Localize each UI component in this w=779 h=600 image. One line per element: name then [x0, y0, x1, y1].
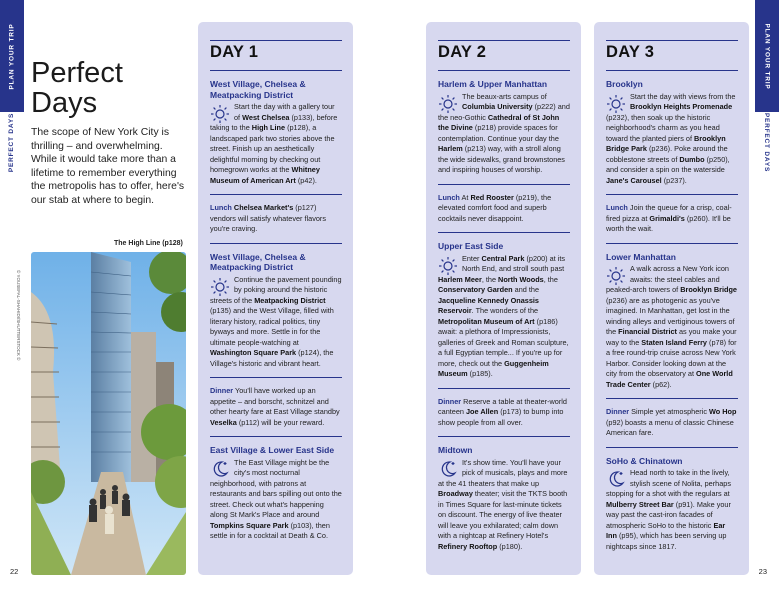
- place-name: Mulberry Street Bar: [606, 499, 674, 509]
- body-text: Start the day with a gallery tour of: [234, 102, 335, 122]
- intro-paragraph: The scope of New York City is thrilling – and overwhelming. While it would take more than a lifetime to remember everything the metropolis has to offer, here's our stab at where to begin.: [31, 127, 185, 206]
- day-title-rule: [438, 70, 570, 71]
- day-top-rule: [210, 40, 342, 41]
- meal-label: Lunch: [606, 203, 628, 212]
- sun-icon: [438, 93, 458, 113]
- body-text: (p219), the elevated comfort food and superb cocktails never disappoint.: [438, 192, 552, 223]
- place-name: Jacqueline Kennedy Onassis Reservoir: [438, 295, 539, 315]
- section-heading: SoHo & Chinatown: [606, 455, 683, 466]
- moon-icon: [438, 459, 458, 479]
- body-text: (p236) are as photogenic as you've imagined. In Manhattan, get lost in the winding alleys and vertiginous towers of the: [606, 295, 735, 336]
- body-text: Continue the pavement pounding by poking around the historic streets of the: [210, 274, 342, 305]
- place-name: Meatpacking District: [254, 295, 326, 305]
- body-text: Simple yet atmospheric: [631, 407, 710, 416]
- body-text: Enter: [462, 253, 482, 263]
- body-text: Start the day with views from the: [630, 91, 736, 101]
- left-tab-label-top: PLAN YOUR TRIP: [8, 23, 16, 89]
- page-number-left: 22: [10, 567, 19, 576]
- place-name: Harlem Meer: [438, 274, 482, 284]
- place-name: West Chelsea: [242, 112, 290, 122]
- meal-paragraph: [606, 407, 738, 439]
- day-top-rule: [606, 40, 738, 41]
- day-card-2: [426, 22, 581, 575]
- place-name: Cathedral of St John the Divine: [438, 112, 560, 132]
- body-text: (p250), and consider a spin on the waterside: [606, 154, 730, 174]
- day-card-3: [594, 22, 749, 575]
- section-divider: [606, 194, 738, 195]
- body-text: You'll have worked up an appetite – and borscht, schnitzel and other hearty fare at East Village standby: [210, 386, 340, 416]
- day-card-1: [198, 22, 353, 575]
- meal-paragraph: [606, 203, 738, 235]
- place-name: Staten Island Ferry: [641, 337, 707, 347]
- section-heading: East Village & Lower East Side: [210, 445, 335, 455]
- left-tab-label-bottom: PERFECT DAYS: [8, 112, 16, 172]
- body-text: (p218) provide spaces for contemplation. Continue your day the: [438, 123, 559, 143]
- day-title: DAY 2: [438, 43, 487, 61]
- photo-caption: The High Line (p128): [114, 240, 183, 247]
- place-name: Washington Square Park: [210, 348, 297, 357]
- place-name: Wo Hop: [709, 407, 737, 416]
- body-text: It's show time. You'll have your pick of musicals, plays and more at the 41 theaters that make up: [438, 457, 568, 488]
- place-name: Whitney Museum of American Art: [210, 165, 320, 185]
- section-divider: [210, 377, 342, 378]
- section-divider: [606, 243, 738, 244]
- page-title: Perfect Days: [31, 57, 123, 119]
- body-text: (p200) at its North End, and stroll south past: [462, 253, 566, 273]
- section-heading: Harlem & Upper Manhattan: [438, 79, 548, 89]
- body-text: Reserve a table at theater-world canteen: [438, 396, 567, 416]
- place-name: Red Rooster: [470, 192, 514, 202]
- place-name: Broadway: [438, 489, 473, 498]
- place-name: Central Park: [481, 253, 525, 263]
- right-tab-label-bottom: PERFECT DAYS: [763, 112, 771, 172]
- place-name: Grimaldi's: [649, 213, 685, 223]
- place-name: Metropolitan Museum of Art: [438, 316, 535, 326]
- meal-label: Dinner: [210, 386, 234, 395]
- section-divider: [210, 436, 342, 437]
- section-divider: [438, 388, 570, 389]
- section-heading: Upper East Side: [438, 241, 504, 251]
- body-text: (p222) and the neo-Gothic: [438, 102, 570, 122]
- section-divider: [210, 194, 342, 195]
- body-text: (p92) boasts a menu of classic Chinese American fare.: [606, 417, 734, 437]
- section-body: [606, 468, 738, 552]
- body-text: (p185).: [467, 369, 493, 378]
- page-number-right: 23: [758, 567, 767, 576]
- place-name: Joe Allen: [466, 407, 499, 416]
- place-name: Columbia University: [462, 102, 533, 111]
- place-name: Jane's Carousel: [606, 175, 662, 185]
- body-text: (p213) way, with a stroll along the wide sidewalks, grand brownstones and inspiring houses of worship.: [438, 144, 565, 174]
- section-divider: [606, 398, 738, 399]
- high-line-photo: [31, 252, 186, 575]
- left-tab-perfect-days: [0, 112, 24, 172]
- photo-credit: © YOUSEFAL-SHAHIDI/SHUTTERSTOCK ©: [16, 270, 21, 361]
- high-line-illustration: [31, 252, 186, 575]
- place-name: Chelsea Market's: [233, 203, 294, 212]
- place-name: Conservatory Garden: [438, 285, 513, 294]
- section-body: [210, 458, 342, 542]
- section-divider: [438, 232, 570, 233]
- section-body: [438, 254, 570, 380]
- section-body: [210, 275, 342, 370]
- place-name: Financial District: [618, 327, 677, 336]
- right-tab-perfect-days: [755, 112, 779, 172]
- body-text: . The wonders of the: [471, 306, 539, 315]
- body-text: (p236). Poke around the cobblestone streets of: [606, 144, 728, 164]
- day-title-rule: [606, 70, 738, 71]
- body-text: (p186) await: a plethora of Impressionists, galleries of Greek and Roman sculpture, a full Egyptian temple... If you're up for more, check out the: [438, 316, 569, 368]
- section-body: [438, 92, 570, 176]
- place-name: Ear Inn: [606, 520, 726, 540]
- place-name: Guggenheim Museum: [438, 358, 549, 378]
- section-heading: Brooklyn: [606, 79, 643, 89]
- place-name: Dumbo: [679, 154, 705, 164]
- body-text: (p135) and the West Village, filled with literary history, radical politics, tiny byways and more. Settle in for the ultimate people-watching at: [210, 306, 334, 347]
- body-text: (p62).: [650, 379, 672, 389]
- body-text: A walk across a New York icon awaits: the steel cables and peaked-arch towers of: [606, 264, 729, 294]
- section-body: [210, 102, 342, 186]
- body-text: Join the queue for a crisp, coal-fired pizza at: [606, 203, 732, 223]
- meal-paragraph: [438, 397, 570, 429]
- section-body: [438, 458, 570, 553]
- place-name: Harlem: [438, 144, 463, 153]
- body-text: At: [461, 192, 471, 202]
- body-text: (p237).: [661, 175, 687, 185]
- body-text: (p91). Make your way past the cast-iron facades of atmospheric SoHo to the historic: [606, 499, 731, 530]
- section-body: [606, 264, 738, 390]
- body-text: , the: [543, 274, 558, 284]
- place-name: Refinery Rooftop: [438, 541, 498, 551]
- section-body: [606, 92, 738, 187]
- section-heading: West Village, Chelsea & Meatpacking District: [210, 251, 306, 272]
- right-tab-label-top: PLAN YOUR TRIP: [763, 23, 771, 89]
- body-text: (p260). It'll be worth the wait.: [606, 213, 731, 233]
- moon-icon: [606, 469, 626, 489]
- day-top-rule: [438, 40, 570, 41]
- place-name: Brooklyn Bridge Park: [606, 133, 726, 153]
- body-text: , the: [481, 274, 499, 284]
- sun-icon: [210, 103, 230, 123]
- day-title: DAY 1: [210, 43, 259, 61]
- body-text: The beaux-arts campus of: [462, 91, 547, 101]
- meal-label: Dinner: [606, 407, 630, 416]
- body-text: and the: [512, 285, 539, 294]
- meal-paragraph: [210, 386, 342, 428]
- body-text: The East Village might be the city's most nocturnal neighborhood, with patrons at restaurants and bars spilling out onto the street. Check out what's happening along St Mark's Place and around: [210, 457, 342, 519]
- section-divider: [210, 243, 342, 244]
- body-text: (p127) vendors will satisfy whatever flavors you're craving.: [210, 203, 326, 233]
- section-heading: Midtown: [438, 445, 473, 455]
- place-name: North Woods: [498, 274, 544, 284]
- section-divider: [606, 447, 738, 448]
- body-text: (p180).: [497, 541, 523, 551]
- body-text: (p128), a landscaped park two stories above the street. Finish up an aesthetically delightful morning by checking out homegrown works at the: [210, 123, 335, 174]
- meal-label: Dinner: [438, 396, 462, 406]
- body-text: (p232), then soak up the historic neighborhood's charm as you head toward the planted piers of: [606, 112, 720, 143]
- place-name: High Line: [251, 123, 286, 132]
- moon-icon: [210, 459, 230, 479]
- body-text: (p95), which has been serving up nightcaps since 1817.: [606, 531, 727, 551]
- body-text: (p133), before taking to the: [210, 112, 338, 132]
- right-tab-plan-your-trip: [755, 0, 779, 112]
- section-divider: [438, 436, 570, 437]
- day-title-rule: [210, 70, 342, 71]
- section-heading: Lower Manhattan: [606, 251, 676, 262]
- body-text: (p112) will be your reward.: [236, 417, 325, 427]
- body-text: (p42).: [295, 175, 317, 185]
- body-text: (p78) for a free round-trip cruise across New York Harbor. Consider looking down at the city from the observatory at: [606, 337, 737, 378]
- meal-paragraph: [438, 193, 570, 225]
- body-text: (p124), the Village's historic and vibrant heart.: [210, 348, 334, 368]
- sun-icon: [606, 93, 626, 113]
- sun-icon: [210, 276, 230, 296]
- section-divider: [438, 184, 570, 185]
- left-side-tab: [0, 0, 24, 172]
- sun-icon: [606, 265, 626, 285]
- place-name: Brooklyn Heights Promenade: [630, 102, 733, 111]
- place-name: One World Trade Center: [606, 369, 733, 389]
- place-name: Veselka: [210, 417, 237, 427]
- meal-paragraph: [210, 203, 342, 235]
- left-tab-plan-your-trip: [0, 0, 24, 112]
- body-text: (p103), then settle in for a cocktail at Death & Co.: [210, 520, 330, 540]
- place-name: Brooklyn Bridge: [680, 285, 737, 294]
- body-text: theater; visit the TKTS booth in Times Square for last-minute tickets on discount. The energy of live theater will leave you exhilarated; calm down with a nightcap at Refinery Hotel's: [438, 489, 568, 540]
- body-text: Head north to take in the lively, stylish scene of Nolita, perhaps stopping for a shot with the regulars at: [606, 468, 731, 498]
- place-name: Tompkins Square Park: [210, 520, 289, 530]
- day-title: DAY 3: [606, 43, 655, 61]
- body-text: (p173) to bump into show people from all over.: [438, 407, 564, 427]
- sun-icon: [438, 255, 458, 275]
- section-heading: West Village, Chelsea & Meatpacking District: [210, 79, 306, 100]
- meal-label: Lunch: [438, 192, 460, 202]
- right-side-tab: [755, 0, 779, 172]
- body-text: as you make your way to the: [606, 327, 737, 347]
- meal-label: Lunch: [210, 203, 232, 212]
